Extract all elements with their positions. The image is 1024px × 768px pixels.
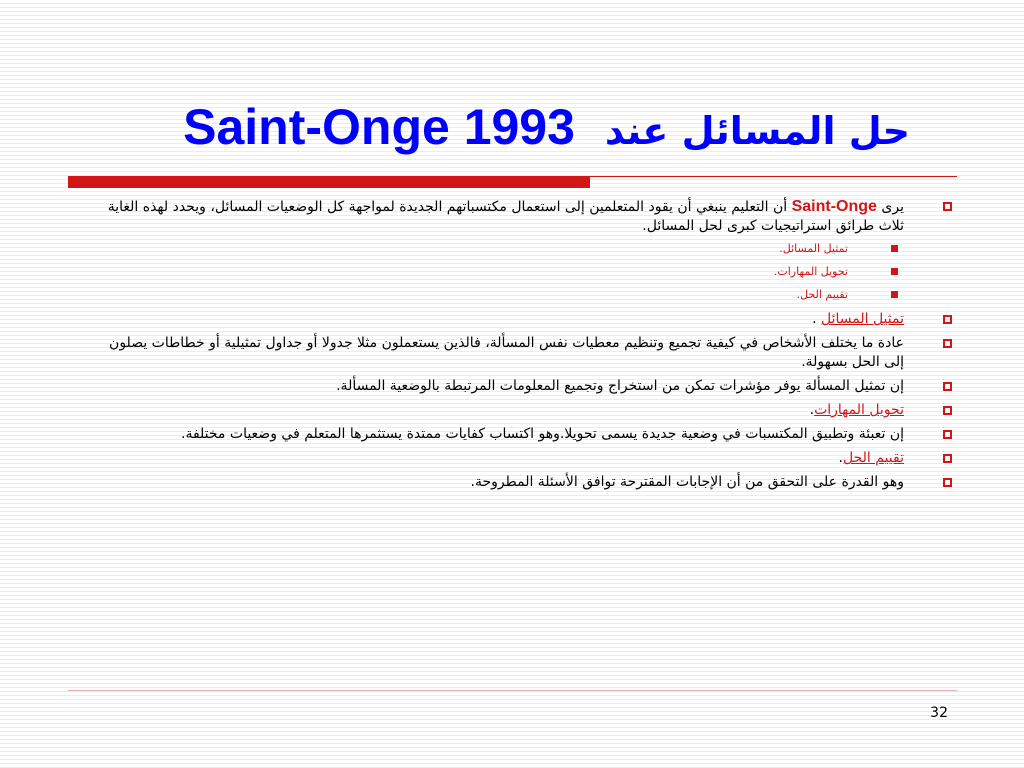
- slide-body: [100, 197, 960, 497]
- heading-suffix: .: [812, 311, 821, 327]
- intro-paragraph: [100, 197, 960, 236]
- hollow-square-bullet-icon: [943, 478, 952, 487]
- paragraph-text: وهو القدرة على التحقق من أن الإجابات المقترحة توافق الأسئلة المطروحة.: [470, 474, 904, 490]
- filled-square-bullet-icon: [891, 291, 898, 298]
- paragraph-text: إن تعبئة وتطبيق المكتسبات في وضعية جديدة يسمى تحويلا.وهو اكتساب كفايات ممتدة يستثمرها المتعلم في وضعيات مختلفة.: [181, 426, 904, 442]
- title-underline-bar: [68, 176, 590, 188]
- hollow-square-bullet-icon: [943, 315, 952, 324]
- strategy-item: [100, 264, 960, 279]
- heading-representation: تمثيل المسائل: [821, 311, 904, 327]
- body-paragraph: [100, 334, 960, 372]
- hollow-square-bullet-icon: [943, 454, 952, 463]
- strategy-label: تقييم الحل.: [796, 288, 848, 301]
- heading-evaluation: تقييم الحل: [843, 450, 904, 466]
- strategy-label: تمثيل المسائل.: [779, 242, 848, 255]
- hollow-square-bullet-icon: [943, 406, 952, 415]
- strategy-item: [100, 287, 960, 302]
- strategy-label: تحويل المهارات.: [773, 265, 848, 278]
- title-english: Saint-Onge 1993: [183, 99, 575, 155]
- intro-author: Saint-Onge: [791, 198, 877, 215]
- section-heading: [100, 310, 960, 329]
- body-paragraph: [100, 425, 960, 444]
- footer-rule: [68, 690, 957, 691]
- filled-square-bullet-icon: [891, 245, 898, 252]
- heading-transfer: تحويل المهارات: [814, 402, 904, 418]
- heading-suffix: .: [838, 450, 843, 466]
- strategy-item: [100, 241, 960, 256]
- heading-suffix: .: [809, 402, 815, 418]
- title-arabic: حل المسائل عند: [604, 109, 910, 153]
- paragraph-text: إن تمثيل المسألة يوفر مؤشرات تمكن من استخراج وتجميع المعلومات المرتبطة بالوضعية المسألة.: [336, 378, 904, 394]
- filled-square-bullet-icon: [891, 268, 898, 275]
- title-underline-thin: [590, 176, 957, 177]
- body-paragraph: [100, 473, 960, 492]
- hollow-square-bullet-icon: [943, 430, 952, 439]
- intro-text: أن التعليم ينبغي أن يقود المتعلمين إلى استعمال مكتسباتهم الجديدة لمواجهة كل الوضعيات المسائل، ويحدد لهذه الغاية ثلاث طرائق استراتيجيات كبرى لحل المسائل.: [107, 199, 904, 234]
- hollow-square-bullet-icon: [943, 202, 952, 211]
- intro-verb: يرى: [881, 199, 904, 215]
- body-paragraph: [100, 377, 960, 396]
- hollow-square-bullet-icon: [943, 339, 952, 348]
- page-number: 32: [930, 705, 948, 721]
- hollow-square-bullet-icon: [943, 382, 952, 391]
- section-heading: [100, 449, 960, 468]
- slide-title: [70, 98, 910, 168]
- section-heading: [100, 401, 960, 420]
- paragraph-text: عادة ما يختلف الأشخاص في كيفية تجميع وتنظيم معطيات نفس المسألة، فالذين يستعملون مثلا جدولا أو جداول تمثيلية أو خطاطات يصلون إلى الحل بسهولة.: [109, 335, 904, 370]
